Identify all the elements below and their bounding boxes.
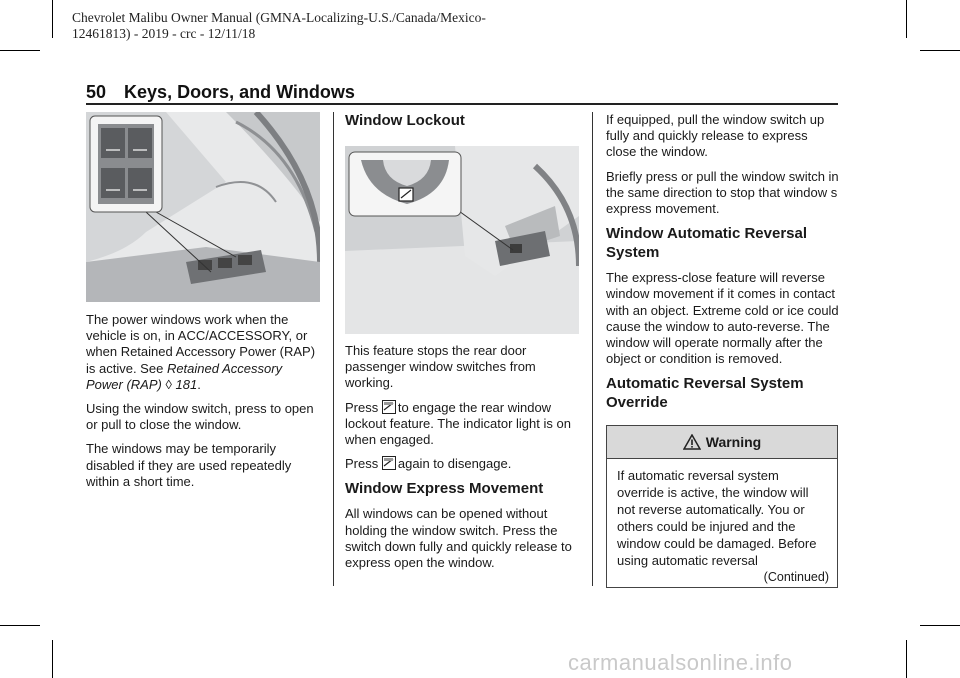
crop-mark: [906, 640, 907, 678]
warning-body: If automatic reversal system override is active, the window will not reverse automatically. You or others could be injured and the window could be damaged. Before using automatic reversal: [617, 468, 817, 568]
lockout-disengage-paragraph: Press again to disengage.: [345, 456, 512, 472]
crop-mark: [920, 625, 960, 626]
power-windows-paragraph: The power windows work when the vehicle is on, in ACC/ACCESSORY, or when Retained Accessory Power (RAP) is active. See Retained Accessory Power (RAP) ◊ 181.: [86, 312, 316, 392]
crop-mark: [906, 0, 907, 38]
header-line-2: 12461813) - 2019 - crc - 12/11/18: [72, 26, 256, 41]
rap-page-reference[interactable]: 181: [175, 376, 198, 392]
crop-mark: [0, 50, 40, 51]
crop-mark: [920, 50, 960, 51]
column-left: [86, 312, 322, 498]
warning-title: Warning: [705, 434, 762, 450]
lockout-engage-paragraph: Press to engage the rear window lockout feature. The indicator light is on when engaged.: [345, 399, 571, 448]
warning-triangle-icon: [683, 434, 701, 450]
title-rule: [86, 103, 838, 105]
crop-mark: [52, 640, 53, 678]
express-open-paragraph: All windows can be opened without holding the window switch. Press the switch down fully and quickly release to express open the window.: [345, 506, 572, 571]
rap-reference-link[interactable]: Retained Accessory Power (RAP): [86, 360, 283, 392]
warning-box: [606, 425, 838, 588]
watermark: carmanualsonline.info: [568, 650, 793, 675]
page-number: 50: [86, 82, 107, 102]
document-header: [72, 10, 486, 42]
auto-reversal-heading: Window Automatic Reversal System: [606, 225, 808, 261]
window-lockout-icon: [382, 456, 396, 470]
reversal-override-heading: Automatic Reversal System Override: [606, 375, 804, 411]
crop-mark: [0, 625, 40, 626]
auto-reversal-paragraph: The express-close feature will reverse window movement if it comes in contact with an object. Extreme cold or ice could cause the window to auto-reverse. The window will operate normally after the object or condition is removed.: [606, 270, 839, 367]
header-line-1: Chevrolet Malibu Owner Manual (GMNA-Localizing-U.S./Canada/Mexico-: [72, 10, 486, 25]
column-divider: [333, 112, 334, 586]
window-switch-paragraph: Using the window switch, press to open or pull to close the window.: [86, 401, 314, 433]
window-express-movement-heading: Window Express Movement: [345, 480, 544, 498]
page-ref-arrow-icon: ◊: [165, 376, 172, 392]
page-title: [86, 82, 355, 103]
window-lockout-illustration: [345, 146, 579, 334]
section-title: Keys, Doors, and Windows: [124, 82, 355, 102]
express-close-paragraph: If equipped, pull the window switch up fully and quickly release to express close the window.: [606, 112, 825, 160]
warning-header: [607, 426, 837, 459]
window-switch-illustration: [86, 112, 320, 302]
temporarily-disabled-paragraph: The windows may be temporarily disabled if they are used repeatedly within a short time.: [86, 441, 292, 489]
column-divider: [592, 112, 593, 586]
crop-mark: [52, 0, 53, 38]
continued-label: (Continued): [763, 570, 829, 584]
window-lockout-heading: Window Lockout: [345, 112, 465, 129]
column-right: [606, 112, 840, 420]
lockout-intro-paragraph: This feature stops the rear door passenger window switches from working.: [345, 343, 536, 391]
window-lockout-icon: [382, 400, 396, 414]
stop-express-paragraph: Briefly press or pull the window switch in the same direction to stop that window s express movement.: [606, 168, 839, 217]
column-middle-body: [345, 343, 579, 579]
column-middle: [345, 112, 579, 138]
